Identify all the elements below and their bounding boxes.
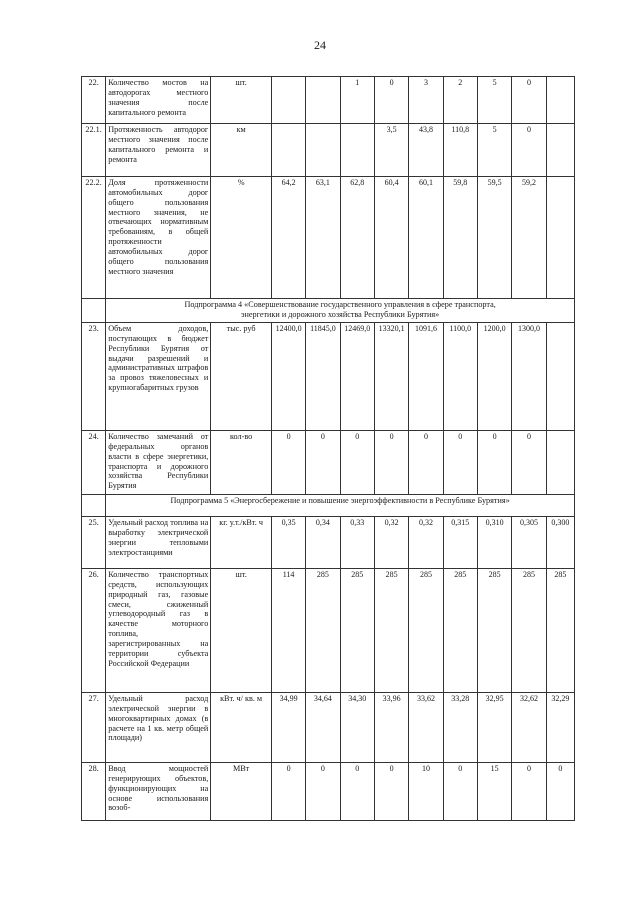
value-cell: [546, 177, 574, 299]
value-cell: 13320,1: [374, 323, 408, 431]
indicator-name: Количество мостов на автодорогах местного значения после капитального ремонта: [106, 77, 211, 124]
value-cell: 63,1: [306, 177, 340, 299]
value-cell: 0: [443, 431, 477, 495]
table-body: [82, 77, 575, 821]
indicator-name: Объем доходов, поступающих в бюджет Республики Бурятия от выдачи разрешений и административных штрафов за провоз тяжеловесных и крупногабаритных грузов: [106, 323, 211, 431]
value-cell: 1200,0: [477, 323, 511, 431]
unit-of-measure: кВт. ч/ кв. м: [211, 693, 272, 763]
value-cell: 0: [512, 431, 546, 495]
value-cell: 0: [409, 431, 443, 495]
value-cell: 32,62: [512, 693, 546, 763]
value-cell: 60,4: [374, 177, 408, 299]
value-cell: 0,34: [306, 517, 340, 569]
value-cell: 0,310: [477, 517, 511, 569]
table-row: [82, 77, 575, 124]
value-cell: 285: [340, 569, 374, 693]
value-cell: 0,32: [374, 517, 408, 569]
indicator-name: Количество замечаний от федеральных органов власти в сфере энергетики, транспорта и дорожного хозяйства Республики Бурятия: [106, 431, 211, 495]
table-row: [82, 323, 575, 431]
indicator-name: Доля протяженности автомобильных дорог общего пользования местного значения, не отвечающих нормативным требованиям, в общей протяженности автомобильных дорог общего пользования местного значения: [106, 177, 211, 299]
value-cell: 0,32: [409, 517, 443, 569]
unit-of-measure: кол-во: [211, 431, 272, 495]
value-cell: 285: [443, 569, 477, 693]
value-cell: [271, 124, 305, 177]
value-cell: [340, 124, 374, 177]
value-cell: 114: [271, 569, 305, 693]
value-cell: 0,305: [512, 517, 546, 569]
value-cell: 62,8: [340, 177, 374, 299]
value-cell: 0,33: [340, 517, 374, 569]
value-cell: 285: [477, 569, 511, 693]
value-cell: [306, 77, 340, 124]
subprogram-heading-line: Подпрограмма 4 «Совершенствование государственного управления в сфере транспорта,: [184, 300, 496, 309]
value-cell: 33,62: [409, 693, 443, 763]
value-cell: 43,8: [409, 124, 443, 177]
value-cell: 0: [443, 763, 477, 821]
table-row: [82, 693, 575, 763]
row-number: 22.1.: [82, 124, 106, 177]
value-cell: 11845,0: [306, 323, 340, 431]
value-cell: 3,5: [374, 124, 408, 177]
unit-of-measure: км: [211, 124, 272, 177]
row-number: 22.2.: [82, 177, 106, 299]
value-cell: 0: [306, 431, 340, 495]
value-cell: 1300,0: [512, 323, 546, 431]
value-cell: 0: [271, 763, 305, 821]
value-cell: 0,300: [546, 517, 574, 569]
unit-of-measure: шт.: [211, 569, 272, 693]
value-cell: 0: [477, 431, 511, 495]
value-cell: 10: [409, 763, 443, 821]
value-cell: 64,2: [271, 177, 305, 299]
value-cell: 0: [546, 763, 574, 821]
subprogram-heading: [106, 299, 575, 323]
value-cell: 3: [409, 77, 443, 124]
value-cell: 1100,0: [443, 323, 477, 431]
subprogram-heading: [106, 495, 575, 517]
subprogram-number-cell: [82, 299, 106, 323]
value-cell: [546, 323, 574, 431]
indicator-name: Ввод мощностей генерирующих объектов, функционирующих на основе использования возоб-: [106, 763, 211, 821]
subprogram-heading-line: энергетики и дорожного хозяйства Республики Бурятия»: [240, 309, 440, 319]
value-cell: [546, 124, 574, 177]
value-cell: 0,35: [271, 517, 305, 569]
value-cell: 59,5: [477, 177, 511, 299]
value-cell: 60,1: [409, 177, 443, 299]
value-cell: 0: [374, 763, 408, 821]
table-row: [82, 431, 575, 495]
value-cell: [271, 77, 305, 124]
table-row: [82, 763, 575, 821]
value-cell: 15: [477, 763, 511, 821]
row-number: 22.: [82, 77, 106, 124]
value-cell: 285: [409, 569, 443, 693]
value-cell: 1091,6: [409, 323, 443, 431]
value-cell: 0: [374, 77, 408, 124]
value-cell: 5: [477, 124, 511, 177]
value-cell: 1: [340, 77, 374, 124]
table-row: [82, 177, 575, 299]
row-number: 27.: [82, 693, 106, 763]
indicator-name: Количество транспортных средств, использующих природный газ, газовые смеси, сжиженный углеводородный газ в качестве моторного топлива, зарегистрированных на территории субъекта Российской Федерации: [106, 569, 211, 693]
value-cell: 0: [271, 431, 305, 495]
value-cell: 32,29: [546, 693, 574, 763]
unit-of-measure: тыс. руб: [211, 323, 272, 431]
value-cell: 12400,0: [271, 323, 305, 431]
row-number: 28.: [82, 763, 106, 821]
value-cell: 0: [306, 763, 340, 821]
value-cell: 34,30: [340, 693, 374, 763]
unit-of-measure: МВт: [211, 763, 272, 821]
row-number: 23.: [82, 323, 106, 431]
indicator-name: Протяженность автодорог местного значения после капитального ремонта и ремонта: [106, 124, 211, 177]
value-cell: 0: [512, 77, 546, 124]
table-row: [82, 569, 575, 693]
unit-of-measure: шт.: [211, 77, 272, 124]
table-row: [82, 124, 575, 177]
indicators-table: [81, 76, 575, 821]
row-number: 24.: [82, 431, 106, 495]
row-number: 26.: [82, 569, 106, 693]
unit-of-measure: кг. у.т./кВт. ч: [211, 517, 272, 569]
value-cell: 0: [512, 763, 546, 821]
value-cell: 34,99: [271, 693, 305, 763]
unit-of-measure: %: [211, 177, 272, 299]
indicator-name: Удельный расход топлива на выработку электрической энергии тепловыми электростанциями: [106, 517, 211, 569]
value-cell: 285: [306, 569, 340, 693]
page-number: 24: [314, 38, 326, 52]
value-cell: 32,95: [477, 693, 511, 763]
value-cell: 59,2: [512, 177, 546, 299]
value-cell: 33,96: [374, 693, 408, 763]
value-cell: 12469,0: [340, 323, 374, 431]
value-cell: 2: [443, 77, 477, 124]
value-cell: 0: [374, 431, 408, 495]
value-cell: [546, 431, 574, 495]
value-cell: 5: [477, 77, 511, 124]
value-cell: 0: [512, 124, 546, 177]
subprogram-heading-row: [82, 495, 575, 517]
value-cell: 0: [340, 763, 374, 821]
value-cell: 285: [546, 569, 574, 693]
value-cell: 33,28: [443, 693, 477, 763]
value-cell: 0,315: [443, 517, 477, 569]
indicator-name: Удельный расход электрической энергии в многоквартирных домах (в расчете на 1 кв. метр общей площади): [106, 693, 211, 763]
value-cell: 34,64: [306, 693, 340, 763]
value-cell: 59,8: [443, 177, 477, 299]
subprogram-number-cell: [82, 495, 106, 517]
value-cell: 285: [512, 569, 546, 693]
value-cell: 0: [340, 431, 374, 495]
subprogram-heading-row: [82, 299, 575, 323]
row-number: 25.: [82, 517, 106, 569]
table-row: [82, 517, 575, 569]
value-cell: 110,8: [443, 124, 477, 177]
value-cell: [546, 77, 574, 124]
subprogram-heading-line: Подпрограмма 5 «Энергосбережение и повышение энергоэффективности в Республике Бурятия»: [170, 496, 510, 505]
value-cell: 285: [374, 569, 408, 693]
value-cell: [306, 124, 340, 177]
